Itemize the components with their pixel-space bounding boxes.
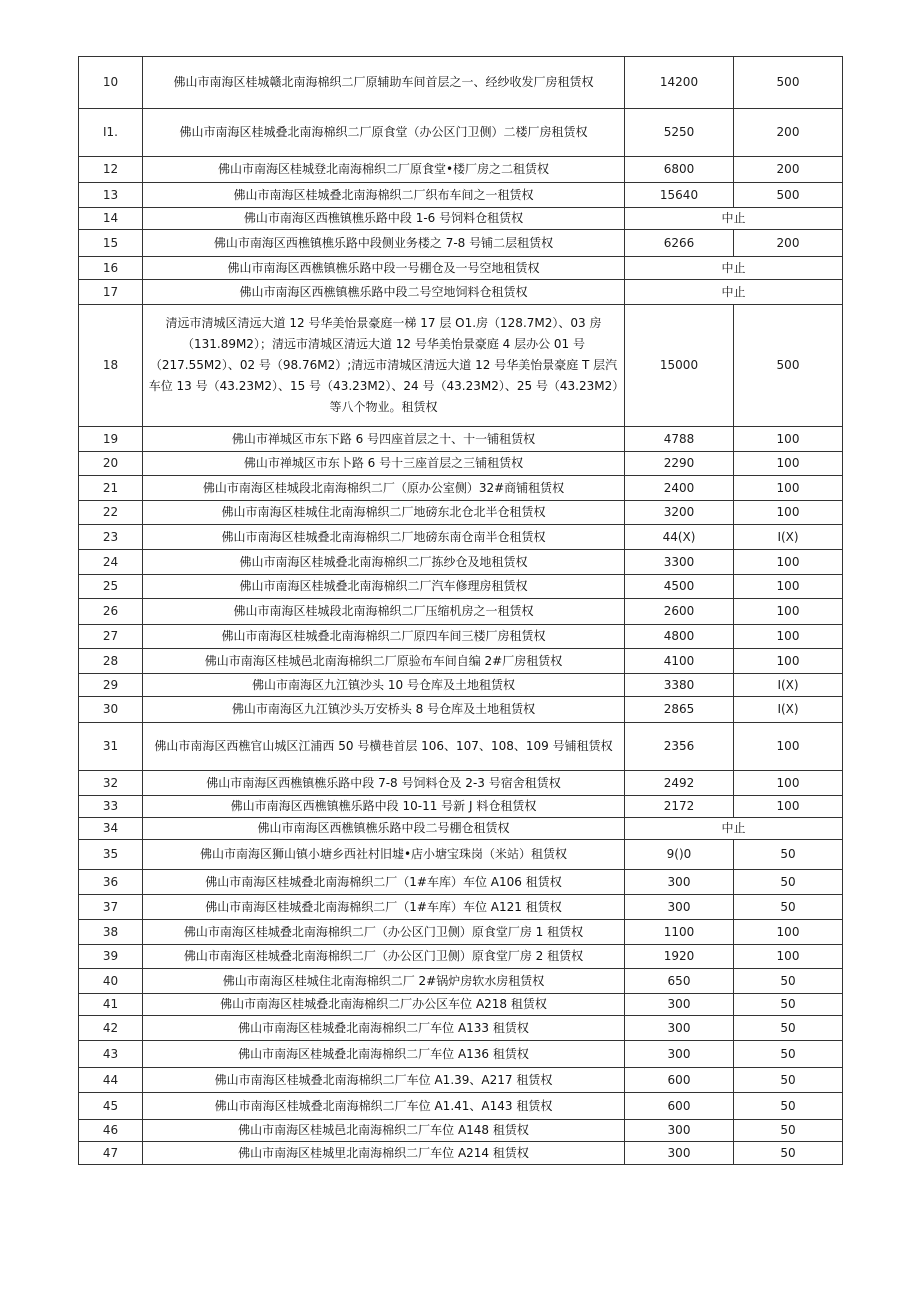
price-value: 100 (734, 599, 843, 625)
table-row (79, 818, 843, 840)
price-value: 100 (734, 771, 843, 796)
property-description: 佛山市南海区桂城叠北南海棉织二厂原四车间三楼厂房租赁权 (143, 625, 625, 649)
area-value: 300 (625, 870, 734, 895)
row-number: 45 (79, 1093, 143, 1120)
row-number: 47 (79, 1142, 143, 1165)
property-description: 佛山市南海区桂城段北南海棉织二厂压缩机房之一租赁权 (143, 599, 625, 625)
price-value: 100 (734, 625, 843, 649)
property-description: 佛山市南海区狮山镇小塘乡西社村旧墟•店小塘宝珠岗（米站）租赁权 (143, 840, 625, 870)
area-value: 9()0 (625, 840, 734, 870)
area-value: 2600 (625, 599, 734, 625)
area-value: 1920 (625, 945, 734, 969)
price-value: 100 (734, 649, 843, 674)
row-number: 22 (79, 501, 143, 525)
property-description: 佛山市南海区西樵镇樵乐路中段一号棚仓及一号空地租赁权 (143, 257, 625, 280)
row-number: I1. (79, 109, 143, 157)
table-row (79, 723, 843, 771)
table-row (79, 476, 843, 501)
area-value: 600 (625, 1093, 734, 1120)
table-body (79, 57, 843, 1165)
table-row (79, 157, 843, 183)
area-value: 300 (625, 1041, 734, 1068)
row-number: 32 (79, 771, 143, 796)
row-number: 31 (79, 723, 143, 771)
property-description: 佛山市南海区桂城叠北南海棉织二厂（办公区门卫侧）原食堂厂房 1 租赁权 (143, 920, 625, 945)
row-number: 43 (79, 1041, 143, 1068)
property-description: 佛山市南海区桂城邑北南海棉织二厂原验布车间自编 2#厂房租赁权 (143, 649, 625, 674)
area-value: 15640 (625, 183, 734, 208)
property-description: 佛山市南海区桂城住北南海棉织二厂 2#锅炉房软水房租赁权 (143, 969, 625, 994)
status-suspended: 中止 (625, 208, 843, 230)
area-value: 2172 (625, 796, 734, 818)
row-number: 17 (79, 280, 143, 305)
table-row (79, 109, 843, 157)
price-value: 200 (734, 157, 843, 183)
table-row (79, 57, 843, 109)
table-row (79, 427, 843, 452)
property-description: 佛山市南海区桂城邑北南海棉织二厂车位 A148 租赁权 (143, 1120, 625, 1142)
row-number: 28 (79, 649, 143, 674)
row-number: 24 (79, 550, 143, 575)
row-number: 42 (79, 1016, 143, 1041)
area-value: 300 (625, 994, 734, 1016)
status-suspended: 中止 (625, 257, 843, 280)
property-description: 佛山市南海区桂城段北南海棉织二厂（原办公室侧）32#商铺租赁权 (143, 476, 625, 501)
price-value: 100 (734, 575, 843, 599)
table-row (79, 525, 843, 550)
table-row (79, 771, 843, 796)
table-row (79, 796, 843, 818)
price-value: 50 (734, 969, 843, 994)
property-description: 佛山市南海区桂城住北南海棉织二厂地磅东北仓北半仓租赁权 (143, 501, 625, 525)
area-value: 2492 (625, 771, 734, 796)
table-row (79, 1068, 843, 1093)
price-value: 50 (734, 840, 843, 870)
property-description: 佛山市南海区桂城叠北南海棉织二厂（1#车库）车位 A121 租赁权 (143, 895, 625, 920)
table-row (79, 1120, 843, 1142)
price-value: 500 (734, 305, 843, 427)
property-description: 佛山市南海区西樵镇樵乐路中段 1-6 号饲料仓租赁权 (143, 208, 625, 230)
table-row (79, 674, 843, 697)
table-row (79, 257, 843, 280)
row-number: 33 (79, 796, 143, 818)
area-value: 2865 (625, 697, 734, 723)
table-row (79, 945, 843, 969)
area-value: 3200 (625, 501, 734, 525)
row-number: 35 (79, 840, 143, 870)
table-row (79, 183, 843, 208)
area-value: 2290 (625, 452, 734, 476)
row-number: 14 (79, 208, 143, 230)
row-number: 13 (79, 183, 143, 208)
row-number: 26 (79, 599, 143, 625)
property-description: 佛山市南海区桂城登北南海棉织二厂原食堂•楼厂房之二租赁权 (143, 157, 625, 183)
property-description: 佛山市南海区桂城赣北南海棉织二厂原辅助车间首层之一、经纱收发厂房租赁权 (143, 57, 625, 109)
area-value: 3380 (625, 674, 734, 697)
price-value: 50 (734, 895, 843, 920)
price-value: 100 (734, 796, 843, 818)
property-description: 佛山市南海区桂城里北南海棉织二厂车位 A214 租赁权 (143, 1142, 625, 1165)
property-description: 佛山市南海区西樵镇樵乐路中段 10-11 号新 J 料仓租赁权 (143, 796, 625, 818)
property-description: 佛山市南海区桂城叠北南海棉织二厂（办公区门卫侧）原食堂厂房 2 租赁权 (143, 945, 625, 969)
table-row (79, 1093, 843, 1120)
table-row (79, 994, 843, 1016)
price-value: 100 (734, 945, 843, 969)
table-row (79, 575, 843, 599)
area-value: 300 (625, 1120, 734, 1142)
table-row (79, 920, 843, 945)
property-description: 佛山市南海区桂城叠北南海棉织二厂办公区车位 A218 租赁权 (143, 994, 625, 1016)
area-value: 300 (625, 1016, 734, 1041)
area-value: 15000 (625, 305, 734, 427)
table-row (79, 625, 843, 649)
property-description: 佛山市南海区西樵镇樵乐路中段二号空地饲料仓租赁权 (143, 280, 625, 305)
area-value: 14200 (625, 57, 734, 109)
price-value: I(X) (734, 674, 843, 697)
price-value: 50 (734, 1093, 843, 1120)
area-value: 5250 (625, 109, 734, 157)
table-row (79, 870, 843, 895)
area-value: 300 (625, 1142, 734, 1165)
price-value: I(X) (734, 525, 843, 550)
property-description: 佛山市南海区桂城叠北南海棉织二厂车位 A133 租赁权 (143, 1016, 625, 1041)
table-row (79, 452, 843, 476)
price-value: 500 (734, 183, 843, 208)
price-value: 50 (734, 1142, 843, 1165)
area-value: 44(X) (625, 525, 734, 550)
table-row (79, 501, 843, 525)
property-description: 佛山市南海区西樵镇樵乐路中段 7-8 号饲料仓及 2-3 号宿舍租赁权 (143, 771, 625, 796)
table-row (79, 697, 843, 723)
price-value: 50 (734, 870, 843, 895)
area-value: 6800 (625, 157, 734, 183)
table-row (79, 550, 843, 575)
property-description: 佛山市禅城区市东下路 6 号四座首层之十、十一铺租赁权 (143, 427, 625, 452)
property-description: 佛山市南海区西樵镇樵乐路中段二号棚仓租赁权 (143, 818, 625, 840)
price-value: 100 (734, 452, 843, 476)
area-value: 600 (625, 1068, 734, 1093)
row-number: 16 (79, 257, 143, 280)
price-value: 200 (734, 230, 843, 257)
price-value: 200 (734, 109, 843, 157)
property-description: 佛山市南海区九江镇沙头 10 号仓库及土地租赁权 (143, 674, 625, 697)
row-number: 19 (79, 427, 143, 452)
lease-rights-table (78, 56, 843, 1165)
price-value: 100 (734, 501, 843, 525)
area-value: 1100 (625, 920, 734, 945)
row-number: 10 (79, 57, 143, 109)
row-number: 41 (79, 994, 143, 1016)
row-number: 39 (79, 945, 143, 969)
status-suspended: 中止 (625, 280, 843, 305)
row-number: 46 (79, 1120, 143, 1142)
price-value: 100 (734, 723, 843, 771)
row-number: 12 (79, 157, 143, 183)
property-description: 佛山市南海区桂城叠北南海棉织二厂（1#车库）车位 A106 租赁权 (143, 870, 625, 895)
table-row (79, 649, 843, 674)
table-row (79, 305, 843, 427)
row-number: 23 (79, 525, 143, 550)
property-description: 佛山市南海区西樵镇樵乐路中段侧业务楼之 7-8 号铺二层租赁权 (143, 230, 625, 257)
property-description: 佛山市南海区九江镇沙头万安桥头 8 号仓库及土地租赁权 (143, 697, 625, 723)
property-description: 佛山市南海区西樵官山城区江浦西 50 号横巷首层 106、107、108、109 号铺租赁权 (143, 723, 625, 771)
row-number: 15 (79, 230, 143, 257)
property-description: 佛山市禅城区市东卜路 6 号十三座首层之三铺租赁权 (143, 452, 625, 476)
area-value: 2400 (625, 476, 734, 501)
price-value: 50 (734, 1120, 843, 1142)
row-number: 37 (79, 895, 143, 920)
property-description: 佛山市南海区桂城叠北南海棉织二厂拣纱仓及地租赁权 (143, 550, 625, 575)
property-description: 佛山市南海区桂城叠北南海棉织二厂车位 A1.41、A143 租赁权 (143, 1093, 625, 1120)
property-description: 佛山市南海区桂城叠北南海棉织二厂车位 A136 租赁权 (143, 1041, 625, 1068)
row-number: 44 (79, 1068, 143, 1093)
price-value: 50 (734, 1041, 843, 1068)
property-description: 佛山市南海区桂城叠北南海棉织二厂车位 A1.39、A217 租赁权 (143, 1068, 625, 1093)
price-value: 50 (734, 1068, 843, 1093)
price-value: 50 (734, 994, 843, 1016)
price-value: I(X) (734, 697, 843, 723)
table-row (79, 895, 843, 920)
price-value: 100 (734, 427, 843, 452)
price-value: 100 (734, 920, 843, 945)
area-value: 650 (625, 969, 734, 994)
row-number: 36 (79, 870, 143, 895)
property-description: 佛山市南海区桂城叠北南海棉织二厂原食堂（办公区门卫侧）二楼厂房租赁权 (143, 109, 625, 157)
row-number: 38 (79, 920, 143, 945)
table-row (79, 280, 843, 305)
row-number: 20 (79, 452, 143, 476)
row-number: 18 (79, 305, 143, 427)
table-row (79, 1041, 843, 1068)
property-description: 佛山市南海区桂城叠北南海棉织二厂织布车间之一租赁权 (143, 183, 625, 208)
table-row (79, 599, 843, 625)
area-value: 4500 (625, 575, 734, 599)
table-row (79, 1016, 843, 1041)
row-number: 27 (79, 625, 143, 649)
table-row (79, 1142, 843, 1165)
row-number: 30 (79, 697, 143, 723)
area-value: 4100 (625, 649, 734, 674)
area-value: 4800 (625, 625, 734, 649)
price-value: 100 (734, 550, 843, 575)
area-value: 4788 (625, 427, 734, 452)
area-value: 6266 (625, 230, 734, 257)
table-row (79, 969, 843, 994)
area-value: 300 (625, 895, 734, 920)
area-value: 2356 (625, 723, 734, 771)
property-description: 清远市清城区清远大道 12 号华美怡景豪庭一梯 17 层 O1.房（128.7M2）、03 房（131.89M2）；清远市清城区清远大道 12 号华美怡景豪庭 4 层办公 01 号（217.55M2）、02 号（98.76M2）;清远市清城区清远大道 12 号华美怡景豪庭 T 层汽车位 13 号（43.23M2）、15 号（43.23M2）、24 号（43.23M2）、25 号（43.23M2）等八个物业。租赁权 (143, 305, 625, 427)
row-number: 29 (79, 674, 143, 697)
price-value: 50 (734, 1016, 843, 1041)
price-value: 500 (734, 57, 843, 109)
price-value: 100 (734, 476, 843, 501)
row-number: 34 (79, 818, 143, 840)
row-number: 40 (79, 969, 143, 994)
table-row (79, 840, 843, 870)
property-description: 佛山市南海区桂城叠北南海棉织二厂汽车修理房租赁权 (143, 575, 625, 599)
status-suspended: 中止 (625, 818, 843, 840)
table-row (79, 230, 843, 257)
table-row (79, 208, 843, 230)
row-number: 21 (79, 476, 143, 501)
row-number: 25 (79, 575, 143, 599)
property-description: 佛山市南海区桂城叠北南海棉织二厂地磅东南仓南半仓租赁权 (143, 525, 625, 550)
area-value: 3300 (625, 550, 734, 575)
